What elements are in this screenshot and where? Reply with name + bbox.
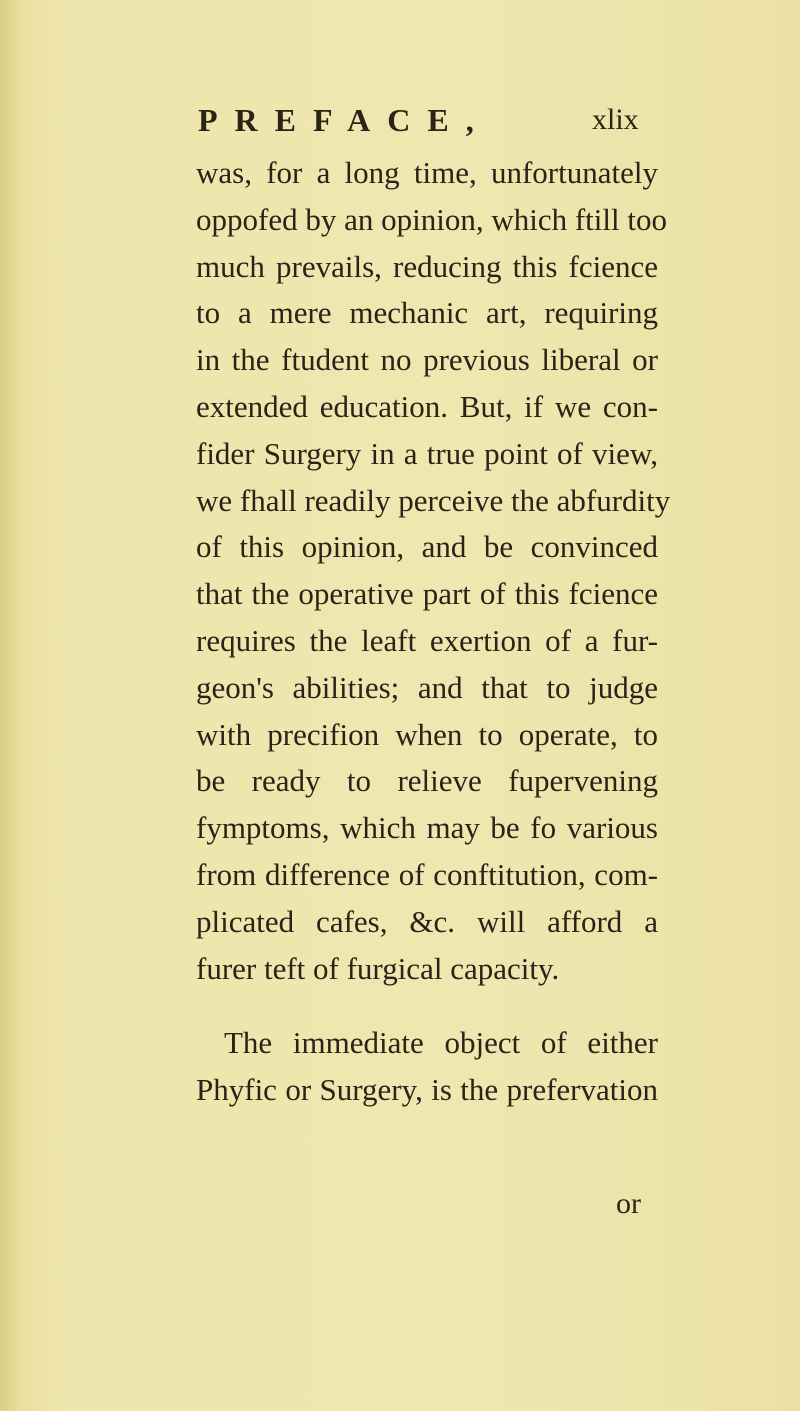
text-line: Phyfic or Surgery, is the prefervation (196, 1072, 658, 1108)
text-line: much prevails, reducing this fcience (196, 248, 658, 284)
text-line: fymptoms, which may be fo various (196, 810, 658, 846)
page-gutter (0, 0, 22, 1411)
body-text (196, 150, 671, 1114)
paragraph (196, 1020, 658, 1114)
text-line: in the ftudent no previous liberal or (196, 342, 658, 378)
page-header (198, 100, 638, 140)
text-line: fider Surgery in a true point of view, (196, 435, 658, 471)
text-line: with precifion when to operate, to (196, 716, 658, 752)
text-line: that the operative part of this fcience (196, 576, 658, 612)
text-line: we fhall readily perceive the abfurdity (196, 482, 671, 518)
text-line: of this opinion, and be convinced (196, 529, 658, 565)
catchword: or (616, 1187, 641, 1220)
text-line: The immediate object of either (224, 1025, 658, 1061)
text-line: oppofed by an opinion, which ftill too (196, 201, 667, 237)
text-line: extended education. But, if we con- (196, 388, 658, 424)
text-line: requires the leaft exertion of a fur- (196, 622, 658, 658)
running-title: PREFACE, (198, 102, 491, 138)
paragraph (196, 150, 671, 992)
text-line: to a mere mechanic art, requiring (196, 295, 658, 331)
text-line: be ready to relieve fupervening (196, 763, 658, 799)
text-line: was, for a long time, unfortunately (196, 155, 658, 190)
text-line: plicated cafes, &c. will afford a (196, 903, 658, 939)
text-line: furer teft of furgical capacity. (196, 950, 560, 986)
page-number: xlix (592, 103, 639, 136)
text-line: geon's abilities; and that to judge (196, 669, 658, 705)
text-line: from difference of conftitution, com- (196, 856, 658, 892)
